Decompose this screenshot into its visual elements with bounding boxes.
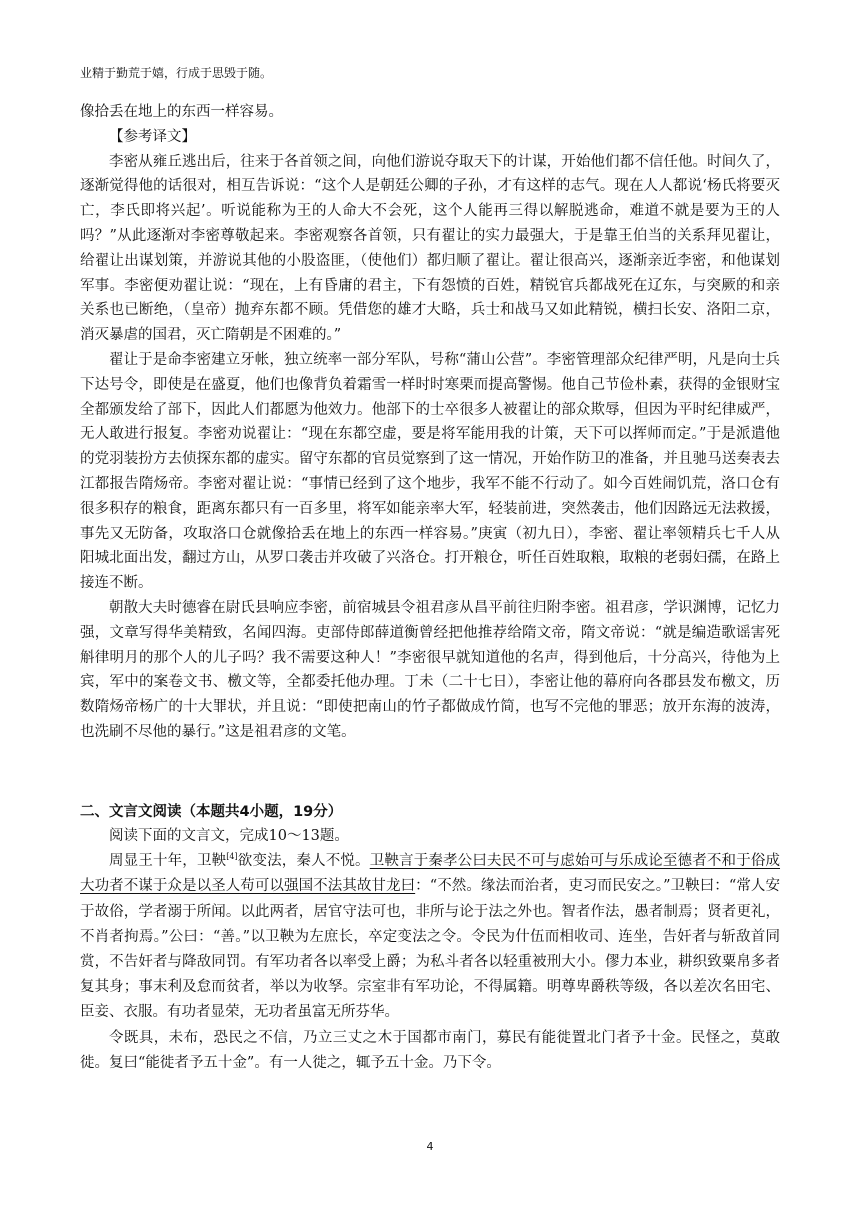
classical-text-paragraph-1: [80, 849, 780, 1025]
footnote-marker: [4]: [226, 852, 238, 862]
section-2-body: [80, 824, 780, 1076]
text-segment: ：“不然。缘法而治者，吏习而民安之。”卫鞅曰：“常人安于故俗，学者溺于所闻。以此两者，居官守法可也，非所与论于法之外也。智者作法，愚者制焉；贤者更礼，不肖者拘焉。”公曰：“善。”以卫鞅为左庶长，卒定变法之令。令民为什伍而相收司、连坐，告奸者与斩敌首同赏，不告奸者与降敌同罚。有军功者各以率受上爵；为私斗者各以轻重被刑大小。僇力本业，耕织致粟帛多者复其身；事末利及怠而贫者，举以为收孥。宗室非有军功论，不得属籍。明尊卑爵秩等级，各以差次名田宅、臣妾、衣服。有功者显荣，无功者虽富无所芬华。: [80, 878, 780, 1021]
translation-paragraph-3: 朝散大夫时德睿在尉氏县响应李密，前宿城县令祖君彦从昌平前往归附李密。祖君彦，学识渊博，记忆力强，文章写得华美精致，名闻四海。吏部侍郎薛道衡曾经把他推荐给隋文帝，隋文帝说：“就是编造歌谣害死斛律明月的那个人的儿子吗？我不需要这种人！”李密很早就知道他的名声，得到他后，十分高兴，待他为上宾，军中的案卷文书、檄文等，全都委托他办理。丁未（二十七日），李密让他的幕府向各郡县发布檄文，历数隋炀帝杨广的十大罪状，并且说：“即使把南山的竹子都做成竹简，也写不完他的罪恶；放开东海的波涛，也洗刷不尽他的暴行。”这是祖君彦的文笔。: [80, 599, 780, 740]
underlined-sentence: 卫鞅言于秦孝公曰夫民不可与虑始可与乐成论至德者不和于俗成大功者不谋于众是以圣人苟可以强国不法其故甘龙曰: [80, 853, 781, 895]
translation-paragraph-2: 翟让于是命李密建立牙帐，独立统率一部分军队，号称“蒲山公营”。李密管理部众纪律严明，凡是向士兵下达号令，即使是在盛夏，他们也像背负着霜雪一样时时寒栗而提高警惕。他自己节俭朴素，获得的金银财宝全都颁发给了部下，因此人们都愿为他效力。他部下的士卒很多人被翟让的部众欺辱，但因为平时纪律威严，无人敢进行报复。李密劝说翟让：“现在东都空虚，要是将军能用我的计策，天下可以挥师而定。”于是派遣他的党羽装扮方去侦探东都的虚实。留守东都的官员觉察到了这一情况，开始作防卫的准备，并且驰马送奏表去江都报告隋炀帝。李密对翟让说：“事情已经到了这个地步，我军不能不行动了。如今百姓闹饥荒，洛口仓有很多积存的粮食，距离东都只有一百多里，将军如能亲率大军，轻装前进，突然袭击，他们因路远无法救援，事先又无防备，攻取洛口仓就像拾丢在地上的东西一样容易。”庚寅（初九日），李密、翟让率领精兵七千人从阳城北面出发，翻过方山，从罗口袭击并攻破了兴洛仓。打开粮仓，听任百姓取粮，取粮的老弱妇孺，在路上接连不断。: [80, 351, 780, 592]
translation-lead-line: 像拾丢在地上的东西一样容易。: [80, 104, 283, 120]
text-segment: 周显王十年，卫鞅: [109, 853, 227, 870]
page-number: 4: [426, 1140, 434, 1153]
carry-over-line: 业精于勤荒于嬉，行成于思毁于随。: [80, 66, 273, 80]
text-segment: 欲变法，秦人不悦。: [237, 853, 370, 870]
translation-paragraph-1: 李密从雍丘逃出后，往来于各首领之间，向他们游说夺取天下的计谋，开始他们都不信任他。时间久了，逐渐觉得他的话很对，相互告诉说：“这个人是朝廷公卿的子孙，才有这样的志气。现在人人都说‘杨氏将要灭亡，李氏即将兴起’。听说能称为王的人命大不会死，这个人能再三得以解脱逃命，难道不就是要为王的人吗？”从此逐渐对李密尊敬起来。李密观察各首领，只有翟让的实力最强大，于是靠王伯当的关系拜见翟让，给翟让出谋划策，并游说其他的小股盗匪，（使他们）都归顺了翟让。翟让很高兴，逐渐亲近李密，和他谋划军事。李密便劝翟让说：“现在，上有昏庸的君主，下有怨愤的百姓，精锐官兵都战死在辽东，与突厥的和亲关系也已断绝，（皇帝）抛弃东都不顾。凭借您的雄才大略，兵士和战马又如此精锐，横扫长安、洛阳二京，消灭暴虐的国君，灭亡隋朝是不困难的。”: [80, 153, 780, 344]
classical-text-paragraph-2: 令既具，未布，恐民之不信，乃立三丈之木于国都市南门，募民有能徙置北门者予十金。民怪之，莫敢徙。复曰“能徙者予五十金”。有一人徙之，辄予五十金。乃下令。: [80, 1029, 780, 1071]
section-2-instruction: 阅读下面的文言文，完成10～13题。: [109, 828, 349, 844]
translation-heading: 【参考译文】: [109, 128, 196, 145]
section-2-title: 二、文言文阅读（本题共4小题，19分）: [80, 804, 343, 820]
translation-section: [80, 100, 780, 745]
